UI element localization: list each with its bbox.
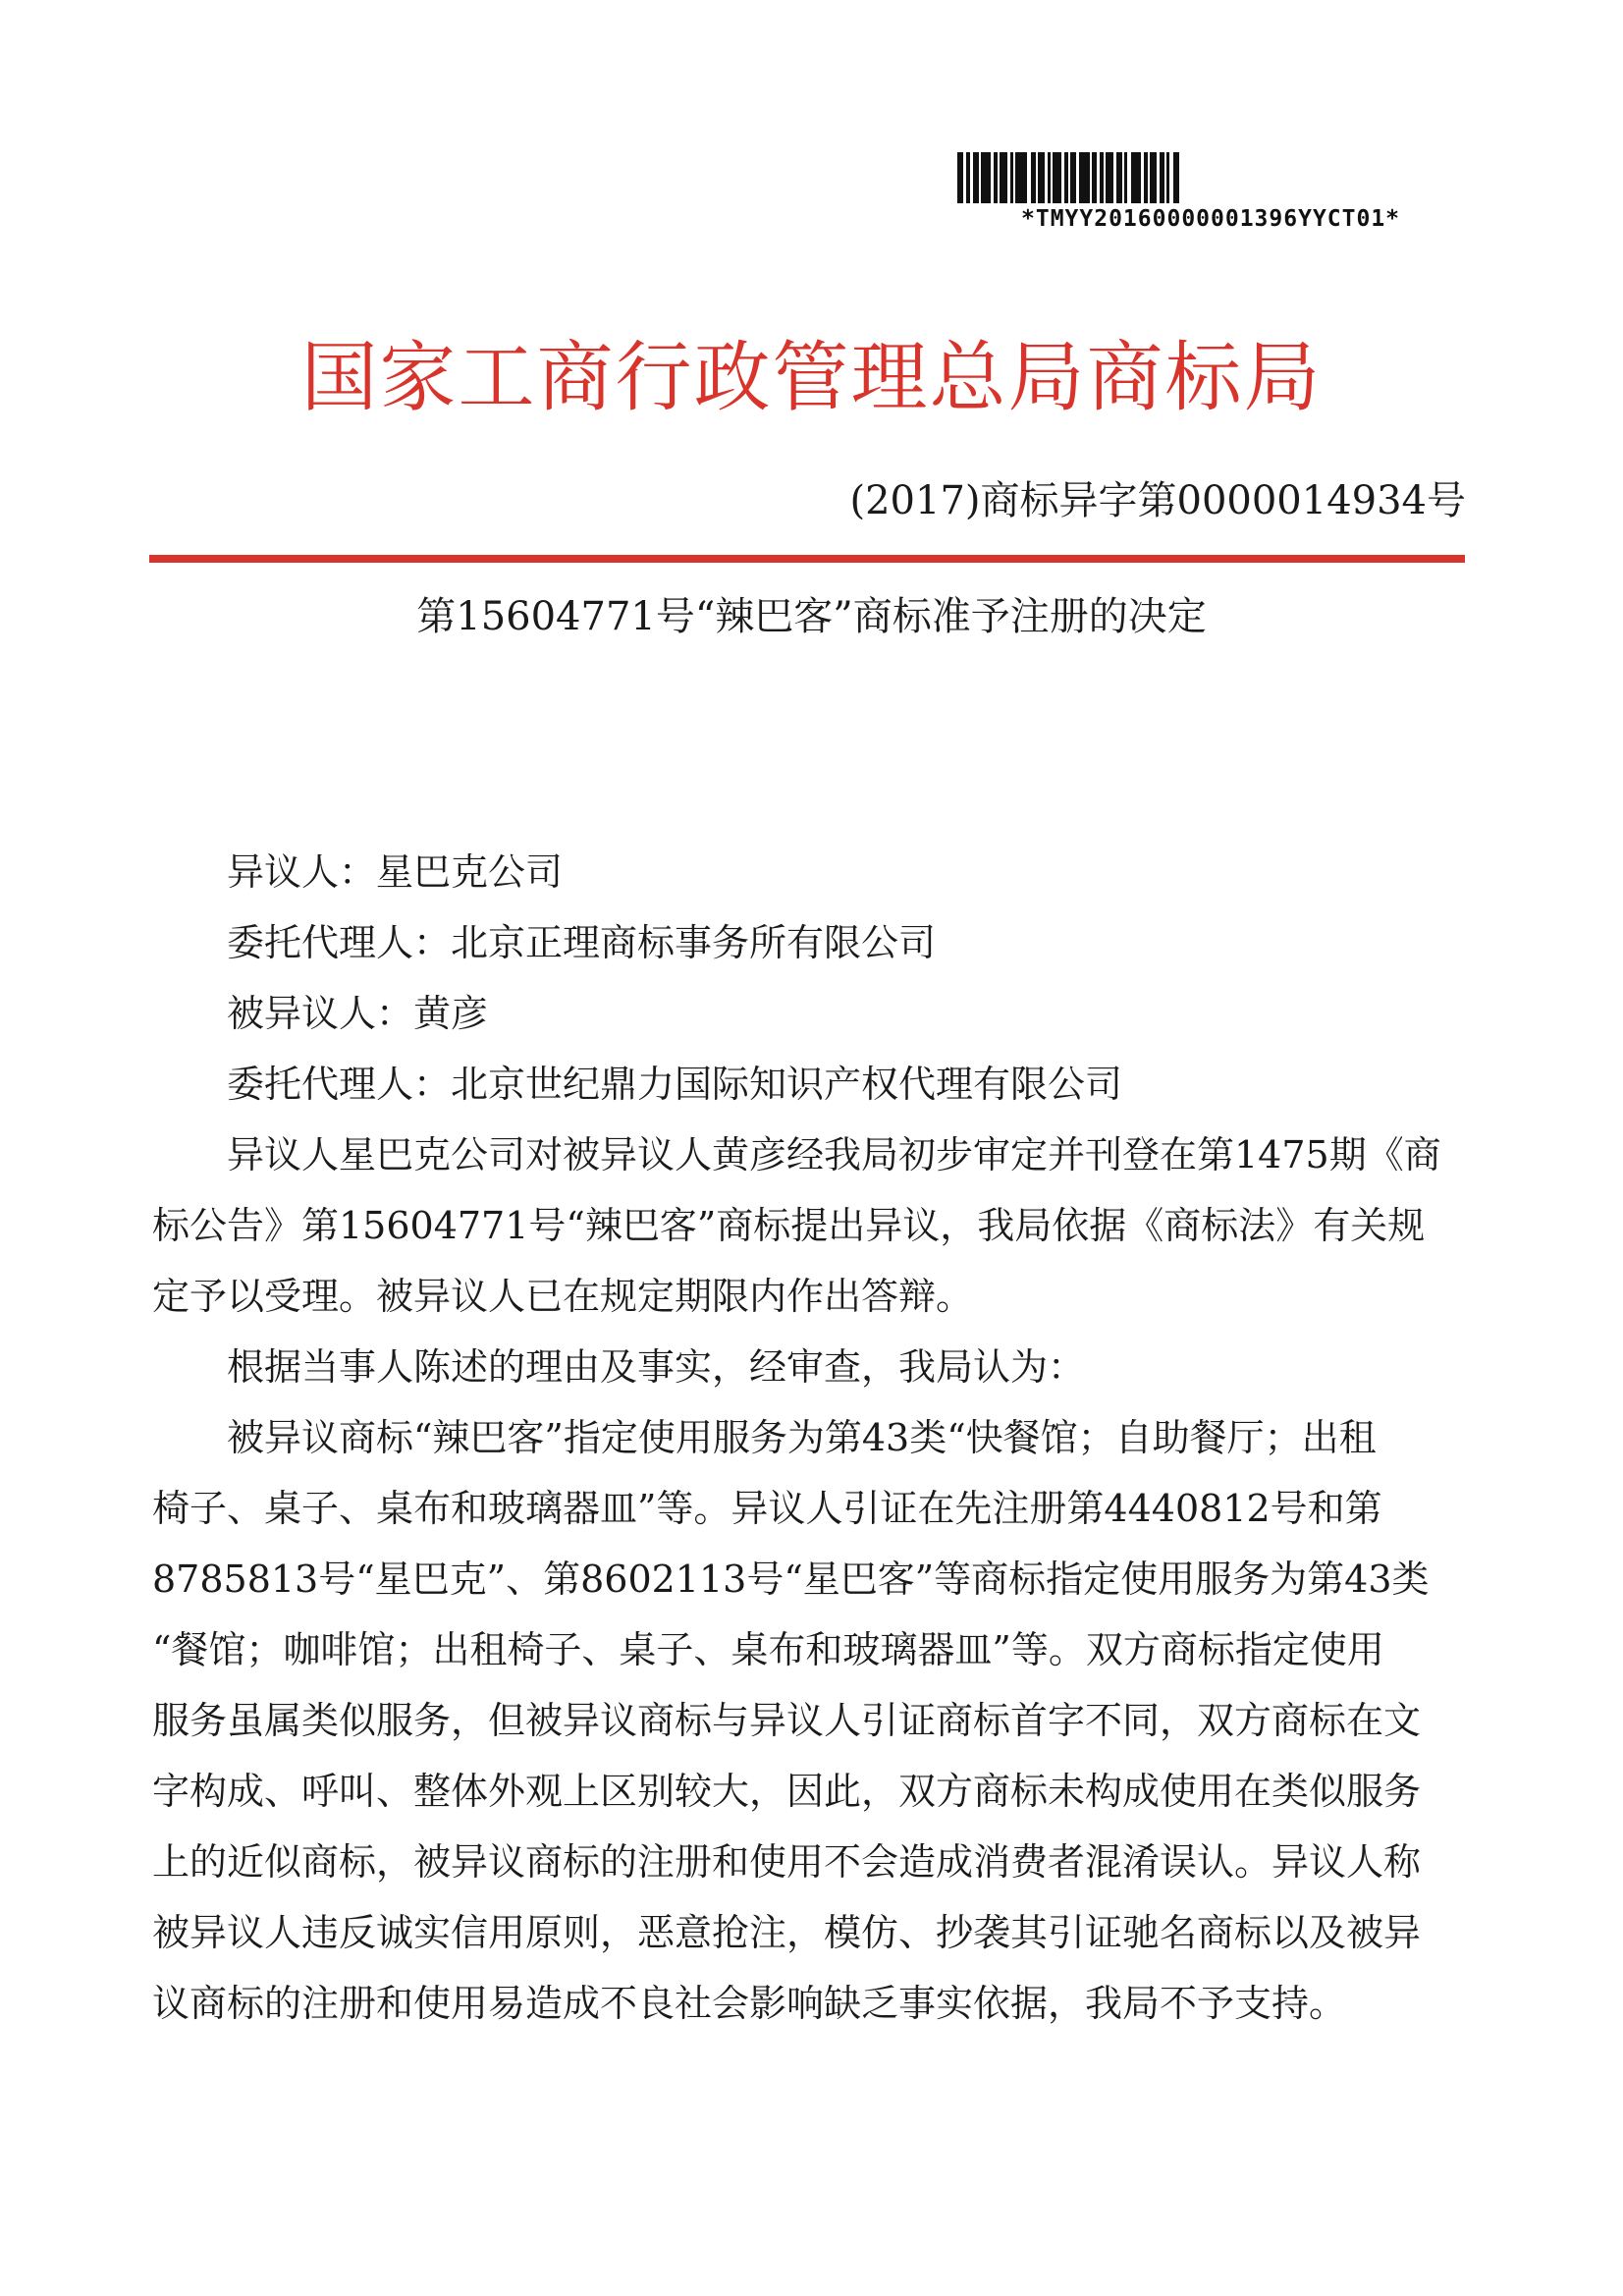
- paragraph-line: 字构成、呼叫、整体外观上区别较大，因此，双方商标未构成使用在类似服务: [152, 1770, 1422, 1813]
- decision-title: 第15604771号“辣巴客”商标准予注册的决定: [416, 594, 1207, 639]
- barcode-text: *TMYY20160000001396YYCT01*: [1021, 206, 1401, 232]
- barcode-graphic: [957, 152, 1414, 203]
- party-respondent-agent: 委托代理人：北京世纪鼎力国际知识产权代理有限公司: [227, 1063, 1123, 1106]
- document-number: (2017)商标异字第0000014934号: [849, 478, 1466, 523]
- agency-name: 国家工商行政管理总局商标局: [300, 334, 1323, 422]
- paragraph-line: 上的近似商标，被异议商标的注册和使用不会造成消费者混淆误认。异议人称: [152, 1840, 1422, 1884]
- paragraph-line: 标公告》第15604771号“辣巴客”商标提出异议，我局依据《商标法》有关规: [152, 1204, 1426, 1247]
- party-objector-agent: 委托代理人：北京正理商标事务所有限公司: [227, 921, 937, 964]
- paragraph-line: 异议人星巴克公司对被异议人黄彦经我局初步审定并刊登在第1475期《商: [227, 1133, 1441, 1176]
- paragraph-line: 被异议人违反诚实信用原则，恶意抢注，模仿、抄袭其引证驰名商标以及被异: [152, 1911, 1422, 1954]
- red-divider: [149, 555, 1465, 563]
- document-body: [152, 837, 1458, 2039]
- paragraph-line: 根据当事人陈述的理由及事实，经审查，我局认为：: [227, 1345, 1086, 1389]
- paragraph-line: 议商标的注册和使用易造成不良社会影响缺乏事实依据，我局不予支持。: [152, 1982, 1347, 2025]
- paragraph-line: 服务虽属类似服务，但被异议商标与异议人引证商标首字不同，双方商标在文: [152, 1699, 1422, 1742]
- party-objector: 异议人：星巴克公司: [227, 850, 564, 894]
- party-respondent: 被异议人：黄彦: [227, 992, 489, 1035]
- paragraph-line: 椅子、桌子、桌布和玻璃器皿”等。异议人引证在先注册第4440812号和第: [152, 1487, 1382, 1530]
- paragraph-line: “餐馆；咖啡馆；出租椅子、桌子、桌布和玻璃器皿”等。双方商标指定使用: [152, 1628, 1384, 1671]
- paragraph-line: 被异议商标“辣巴客”指定使用服务为第43类“快餐馆；自助餐厅；出租: [227, 1416, 1377, 1459]
- paragraph-line: 定予以受理。被异议人已在规定期限内作出答辩。: [152, 1275, 974, 1318]
- paragraph-line: 8785813号“星巴克”、第8602113号“星巴客”等商标指定使用服务为第43类: [152, 1558, 1430, 1601]
